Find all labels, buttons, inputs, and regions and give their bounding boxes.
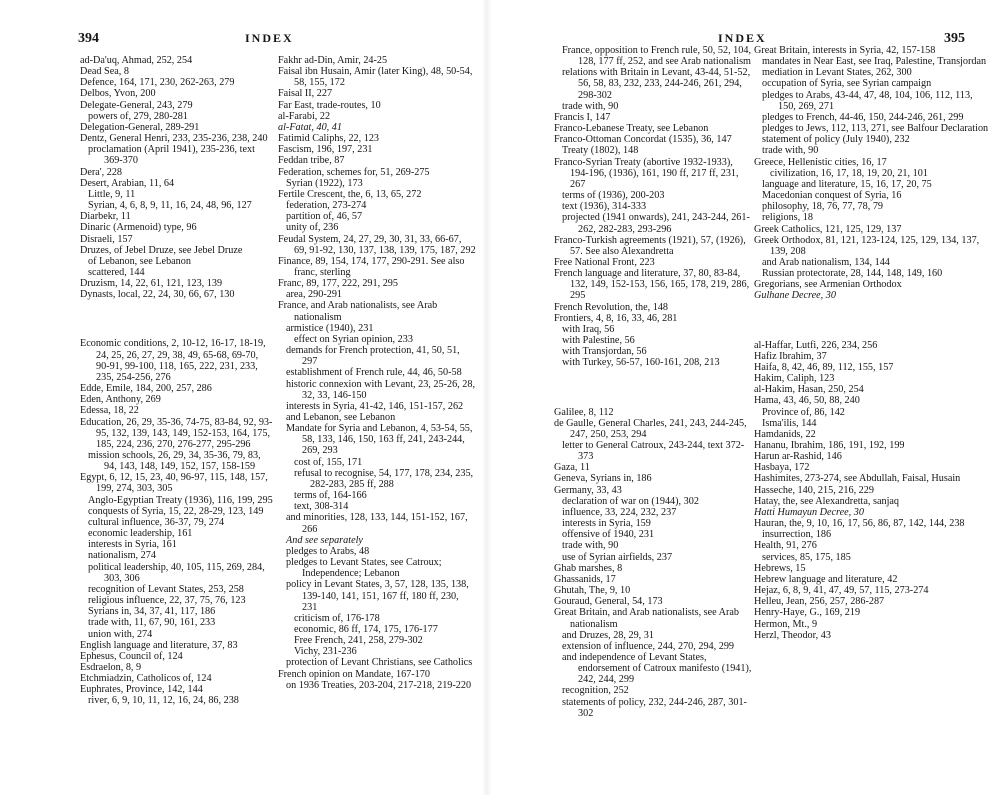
index-entry: Far East, trade-routes, 10 <box>278 99 381 111</box>
index-subentry: and Arab nationalism, 134, 144 <box>762 256 890 268</box>
index-entry: Dead Sea, 8 <box>80 66 129 78</box>
index-subentry: services, 85, 175, 185 <box>762 551 851 563</box>
index-entry: Diarbekr, 11 <box>80 211 131 223</box>
index-entry: Eden, Anthony, 269 <box>80 394 161 406</box>
index-subentry: mandates in Near East, see Iraq, Palestine, Transjordan <box>762 56 987 68</box>
index-entry: al-Fatat, 40, 41 <box>278 121 342 133</box>
index-entry: Education, 26, 29, 35-36, 74-75, 83-84, 92, 93-95, 132, 139, 143, 149, 152-153, 164, 175, 185, 224, 236, 270, 276-277, 295-296 <box>80 416 273 450</box>
index-subentry: text (1936), 314-333 <box>562 201 647 213</box>
index-column <box>554 45 754 719</box>
index-entry: Delbos, Yvon, 200 <box>80 88 156 100</box>
index-subentry: pledges to Levant States, see Catroux; Independence; Lebanon <box>286 557 442 580</box>
index-entry: Fascism, 196, 197, 231 <box>278 144 373 156</box>
index-entry: Gregorians, see Armenian Orthodox <box>754 279 902 291</box>
index-entry: Ghassanids, 17 <box>554 573 616 585</box>
index-subentry: on 1936 Treaties, 203-204, 217-218, 219-220 <box>286 679 472 691</box>
index-subentry: Vichy, 231-236 <box>294 646 357 658</box>
index-entry: Feudal System, 24, 27, 29, 30, 31, 33, 66-67, 69, 91-92, 130, 137, 138, 139, 175, 187, 292 <box>278 233 476 256</box>
index-entry: Gaza, 11 <box>554 462 590 474</box>
index-subentry: river, 6, 9, 10, 11, 12, 16, 24, 86, 238 <box>88 695 239 707</box>
running-head: INDEX <box>245 31 294 45</box>
index-entry: Druzes, of Jebel Druze, see Jebel Druze <box>80 244 243 256</box>
page-right <box>486 0 998 795</box>
index-entry: Delegation-General, 289-291 <box>80 121 200 133</box>
index-subentry: demands for French protection, 41, 50, 51, 297 <box>286 345 460 368</box>
index-subentry: Macedonian conquest of Syria, 16 <box>762 190 902 202</box>
index-entry: Franco-Turkish agreements (1921), 57, (1926), 57. See also Alexandretta <box>554 234 746 257</box>
index-entry: Greek Catholics, 121, 125, 129, 137 <box>754 223 902 235</box>
index-subentry: statement of policy (July 1940), 232 <box>762 134 910 146</box>
index-entry: Hasseche, 140, 215, 216, 229 <box>754 484 874 496</box>
index-entry: Hamdanids, 22 <box>754 428 816 440</box>
index-entry: Germany, 33, 43 <box>554 484 622 496</box>
index-entry: Francis I, 147 <box>554 111 611 123</box>
index-entry: Hakim, Caliph, 123 <box>754 373 835 385</box>
index-entry: Dera', 228 <box>80 166 123 178</box>
index-entry: Euphrates, Province, 142, 144 <box>80 684 203 696</box>
index-subentry: religions, 18 <box>762 212 813 224</box>
index-entry: Dynasts, local, 22, 24, 30, 66, 67, 130 <box>80 289 235 301</box>
index-entry: Hermon, Mt., 9 <box>754 618 818 630</box>
index-entry: Greek Orthodox, 81, 121, 123-124, 125, 129, 134, 137, 139, 208 <box>754 234 980 257</box>
index-subentry: recognition of Levant States, 253, 258 <box>88 583 244 595</box>
page-number: 395 <box>944 31 965 46</box>
index-entry: Dentz, General Henri, 233, 235-236, 238, 240 <box>80 133 268 145</box>
index-subentry: nationalism, 274 <box>88 550 156 562</box>
index-subentry: relations with Britain in Levant, 43-44, 51-52, 56, 58, 83, 232, 233, 244-246, 261, 294, 298-302 <box>562 67 751 101</box>
index-entry: French opinion on Mandate, 167-170 <box>278 668 430 680</box>
index-entry: Haifa, 8, 42, 46, 89, 112, 155, 157 <box>754 361 894 373</box>
index-entry: Hasbaya, 172 <box>754 462 810 474</box>
index-subentry: trade with, 90 <box>562 100 619 112</box>
index-entry: French Revolution, the, 148 <box>554 301 669 313</box>
index-entry: Hashimites, 273-274, see Abdullah, Faisal, Husain <box>754 473 961 485</box>
index-entry: Harun ar-Rashid, 146 <box>754 451 842 463</box>
index-entry: Geneva, Syrians in, 186 <box>554 473 652 485</box>
index-subentry: Syrian, 4, 6, 8, 9, 11, 16, 24, 48, 96, 127 <box>88 200 252 212</box>
index-subentry: policy in Levant States, 3, 57, 128, 135, 138, 139-140, 141, 151, 167 ff, 180 ff, 230, 231 <box>286 579 469 613</box>
index-subentry: Isma'ilis, 144 <box>762 417 817 429</box>
index-entry: Great Britain, interests in Syria, 42, 157-158 <box>754 45 936 56</box>
index-entry: Economic conditions, 2, 10-12, 16-17, 18-19, 24, 25, 26, 27, 29, 38, 49, 65-68, 69-70, 90-91, 99-100, 118, 165, 222, 231, 233, 235, 254-256, 276 <box>80 338 266 383</box>
index-entry: Galilee, 8, 112 <box>554 406 614 418</box>
index-subentry: and Druzes, 28, 29, 31 <box>562 629 654 641</box>
index-subentry: use of Syrian airfields, 237 <box>562 551 673 563</box>
index-subentry: cultural influence, 36-37, 79, 274 <box>88 516 225 528</box>
index-subentry: and minorities, 128, 133, 144, 151-152, 167, 266 <box>286 512 468 535</box>
index-entry: Finance, 89, 154, 174, 177, 290-291. See also franc, sterling <box>278 255 465 278</box>
index-entry: Dinaric (Armenoid) type, 96 <box>80 222 197 234</box>
index-subentry: with Turkey, 56-57, 160-161, 208, 213 <box>562 357 720 369</box>
index-subentry: insurrection, 186 <box>762 529 832 541</box>
index-subentry: partition of, 46, 57 <box>286 211 363 223</box>
index-entry: Frontiers, 4, 8, 16, 33, 46, 281 <box>554 312 678 324</box>
index-subentry: of Lebanon, see Lebanon <box>88 255 191 267</box>
index-entry: Disraeli, 157 <box>80 233 133 245</box>
index-subentry: economic, 86 ff, 174, 175, 176-177 <box>294 623 438 635</box>
section-break <box>754 302 990 340</box>
index-entry: Herzl, Theodor, 43 <box>754 629 831 641</box>
index-entry: Edessa, 18, 22 <box>80 405 139 417</box>
index-entry: Greece, Hellenistic cities, 16, 17 <box>754 156 887 168</box>
index-entry: Gulhane Decree, 30 <box>754 290 836 302</box>
index-entry: al-Haffar, Lutfi, 226, 234, 256 <box>754 339 878 351</box>
index-subentry: armistice (1940), 231 <box>286 322 374 334</box>
index-entry: Helleu, Jean, 256, 257, 286-287 <box>754 596 885 608</box>
index-subentry: philosophy, 18, 76, 77, 78, 79 <box>762 201 884 213</box>
index-subentry: religious influence, 22, 37, 75, 76, 123 <box>88 595 246 607</box>
index-entry: Desert, Arabian, 11, 64 <box>80 177 175 189</box>
index-entry: Franco-Lebanese Treaty, see Lebanon <box>554 123 709 135</box>
index-entry: Gouraud, General, 54, 173 <box>554 596 663 608</box>
index-entry: al-Hakim, Hasan, 250, 254 <box>754 384 864 396</box>
page-left <box>0 0 486 795</box>
index-entry: al-Farabi, 22 <box>278 110 331 122</box>
index-entry: Esdraelon, 8, 9 <box>80 661 142 673</box>
index-subentry: protection of Levant Christians, see Catholics <box>286 657 473 669</box>
index-entry: Ephesus, Council of, 124 <box>80 650 183 662</box>
index-subentry: projected (1941 onwards), 241, 243-244, 261-262, 282-283, 293-296 <box>562 212 750 235</box>
index-subentry: refusal to recognise, 54, 177, 178, 234, 235, 282-283, 285 ff, 288 <box>294 467 474 490</box>
index-entry: Faisal ibn Husain, Amir (later King), 48, 50-54, 58, 155, 172 <box>278 66 473 89</box>
index-subentry: Syrian (1922), 173 <box>286 177 363 189</box>
index-column <box>80 55 273 707</box>
index-entry: Free National Front, 223 <box>554 256 655 268</box>
index-entry: Franco-Syrian Treaty (abortive 1932-1933), 194-196, (1936), 161, 190 ff, 217 ff, 231, 267 <box>554 156 739 190</box>
index-entry: Druzism, 14, 22, 61, 121, 123, 139 <box>80 278 223 290</box>
index-subentry: France, opposition to French rule, 50, 52, 104, 128, 177 ff, 252, and see Arab nationalism <box>562 45 752 68</box>
section-break <box>554 369 754 407</box>
index-subentry: text, 308-314 <box>294 501 349 513</box>
index-subentry: Treaty (1802), 148 <box>562 145 639 157</box>
index-subentry: And see separately <box>286 534 363 546</box>
index-entry: Hejaz, 6, 8, 9, 41, 47, 49, 57, 115, 273-274 <box>754 585 929 597</box>
index-subentry: federation, 273-274 <box>286 200 367 212</box>
index-entry: Health, 91, 276 <box>754 540 817 552</box>
index-subentry: interests in Syria, 161 <box>88 539 177 551</box>
index-subentry: scattered, 144 <box>88 266 145 278</box>
index-entry: Great Britain, and Arab nationalists, see Arab nationalism <box>554 607 740 630</box>
index-subentry: and independence of Levant States, endorsement of Catroux manifesto (1941), 242, 244, 299 <box>562 651 752 686</box>
index-subentry: mediation in Levant States, 262, 300 <box>762 67 912 79</box>
index-entry: Hananu, Ibrahim, 186, 191, 192, 199 <box>754 440 905 451</box>
index-subentry: union with, 274 <box>88 628 153 640</box>
index-subentry: extension of influence, 244, 270, 294, 299 <box>562 640 735 652</box>
index-subentry: Little, 9, 11 <box>88 188 136 200</box>
index-entry: French language and literature, 37, 80, 83-84, 132, 149, 152-153, 156, 165, 178, 219, 286, 295 <box>554 268 750 302</box>
index-entry: Etchmiadzin, Catholicos of, 124 <box>80 673 212 685</box>
index-subentry: trade with, 90 <box>762 145 819 157</box>
index-subentry: Syrians in, 34, 37, 41, 117, 186 <box>88 606 216 618</box>
index-subentry: conquests of Syria, 15, 22, 28-29, 123, 149 <box>88 505 264 517</box>
index-subentry: recognition, 252 <box>562 685 629 697</box>
index-entry: Henry-Haye, G., 169, 219 <box>754 607 861 619</box>
index-subentry: Free French, 241, 258, 279-302 <box>294 635 423 647</box>
index-entry: Franc, 89, 177, 222, 291, 295 <box>278 278 398 290</box>
index-subentry: economic leadership, 161 <box>88 528 193 540</box>
index-subentry: statements of policy, 232, 244-246, 287, 301-302 <box>562 696 747 719</box>
index-subentry: letter to General Catroux, 243-244, text 372-373 <box>562 440 745 463</box>
index-subentry: influence, 33, 224, 232, 237 <box>562 506 677 518</box>
index-subentry: Mandate for Syria and Lebanon, 4, 53-54, 55, 58, 133, 146, 150, 163 ff, 241, 243-244, 269, 293 <box>286 423 473 457</box>
index-entry: Edde, Emile, 184, 200, 257, 286 <box>80 383 212 395</box>
index-subentry: pledges to French, 44-46, 150, 244-246, 261, 299 <box>762 111 964 123</box>
index-subentry: occupation of Syria, see Syrian campaign <box>762 78 932 90</box>
index-subentry: interests in Syria, 159 <box>562 518 651 530</box>
index-entry: Hebrews, 15 <box>754 562 806 574</box>
index-subentry: mission schools, 26, 29, 34, 35-36, 79, 83, 94, 143, 148, 149, 152, 157, 158-159 <box>88 450 261 473</box>
index-entry: Fakhr ad-Din, Amir, 24-25 <box>278 55 388 66</box>
index-subentry: declaration of war on (1944), 302 <box>562 495 699 507</box>
index-entry: Fatimid Caliphs, 22, 123 <box>278 133 380 145</box>
index-subentry: pledges to Arabs, 48 <box>286 545 370 557</box>
index-subentry: area, 290-291 <box>286 289 343 301</box>
index-entry: Delegate-General, 243, 279 <box>80 99 193 111</box>
section-break <box>80 300 273 338</box>
index-subentry: cost of, 155, 171 <box>294 456 363 468</box>
index-subentry: political leadership, 40, 105, 115, 269, 284, 303, 306 <box>88 561 265 584</box>
index-entry: Ghutah, The, 9, 10 <box>554 585 631 597</box>
index-entry: Hauran, the, 9, 10, 16, 17, 56, 86, 87, 142, 144, 238 <box>754 518 965 530</box>
index-entry: Hama, 43, 46, 50, 88, 240 <box>754 395 860 407</box>
index-entry: de Gaulle, General Charles, 241, 243, 244-245, 247, 250, 253, 294 <box>554 417 747 440</box>
index-entry: Egypt, 6, 12, 15, 23, 40, 96-97, 115, 148, 157, 199, 274, 303, 305 <box>80 472 268 495</box>
index-subentry: terms of, 164-166 <box>294 490 367 502</box>
index-entry: Defence, 164, 171, 230, 262-263, 279 <box>80 77 235 89</box>
index-entry: English language and literature, 37, 83 <box>80 639 238 651</box>
index-subentry: and Lebanon, see Lebanon <box>286 412 396 423</box>
index-entry: Hatay, the, see Alexandretta, sanjaq <box>754 495 900 507</box>
index-entry: Federation, schemes for, 51, 269-275 <box>278 166 430 178</box>
index-subentry: language and literature, 15, 16, 17, 20, 75 <box>762 178 932 190</box>
index-entry: Franco-Ottoman Concordat (1535), 36, 147 <box>554 134 732 146</box>
index-subentry: criticism of, 176-178 <box>294 612 380 624</box>
running-head: INDEX <box>718 31 767 45</box>
index-subentry: historic connexion with Levant, 23, 25-26, 28, 32, 33, 146-150 <box>286 378 476 401</box>
index-subentry: terms of (1936), 200-203 <box>562 190 665 202</box>
index-entry: Ghab marshes, 8 <box>554 562 623 574</box>
index-entry: Hatti Humayun Decree, 30 <box>754 506 864 518</box>
index-subentry: powers of, 279, 280-281 <box>88 110 188 122</box>
index-entry: Feddan tribe, 87 <box>278 155 345 167</box>
page-number: 394 <box>78 31 99 46</box>
index-entry: France, and Arab nationalists, see Arab nationalism <box>278 300 438 323</box>
index-entry: Hafiz Ibrahim, 37 <box>754 350 827 362</box>
index-subentry: Province of, 86, 142 <box>762 406 845 418</box>
index-column <box>754 45 990 641</box>
index-entry: Fertile Crescent, the, 6, 13, 65, 272 <box>278 188 422 200</box>
index-entry: ad-Da'uq, Ahmad, 252, 254 <box>80 55 193 66</box>
index-subentry: establishment of French rule, 44, 46, 50-58 <box>286 367 462 379</box>
index-subentry: trade with, 11, 67, 90, 161, 233 <box>88 617 216 629</box>
index-subentry: trade with, 90 <box>562 540 619 552</box>
index-column <box>278 55 476 691</box>
index-subentry: interests in Syria, 41-42, 146, 151-157, 262 <box>286 400 464 412</box>
index-subentry: pledges to Jews, 112, 113, 271, see Balfour Declaration <box>762 123 989 135</box>
index-subentry: civilization, 16, 17, 18, 19, 20, 21, 101 <box>770 167 928 179</box>
index-entry: Hebrew language and literature, 42 <box>754 573 898 585</box>
index-subentry: Russian protectorate, 28, 144, 148, 149, 160 <box>762 268 943 280</box>
index-subentry: proclamation (April 1941), 235-236, text 369-370 <box>88 144 255 167</box>
index-subentry: effect on Syrian opinion, 233 <box>294 333 413 345</box>
index-subentry: pledges to Arabs, 43-44, 47, 48, 104, 106, 112, 113, 150, 269, 271 <box>762 89 973 112</box>
index-subentry: offensive of 1940, 231 <box>562 529 655 541</box>
index-entry: Faisal II, 227 <box>278 88 333 100</box>
index-subentry: with Iraq, 56 <box>562 323 615 335</box>
index-subentry: Anglo-Egyptian Treaty (1936), 116, 199, 295 <box>88 494 273 506</box>
index-subentry: with Palestine, 56 <box>562 335 635 347</box>
index-subentry: unity of, 236 <box>286 222 339 234</box>
index-subentry: with Transjordan, 56 <box>562 346 647 358</box>
